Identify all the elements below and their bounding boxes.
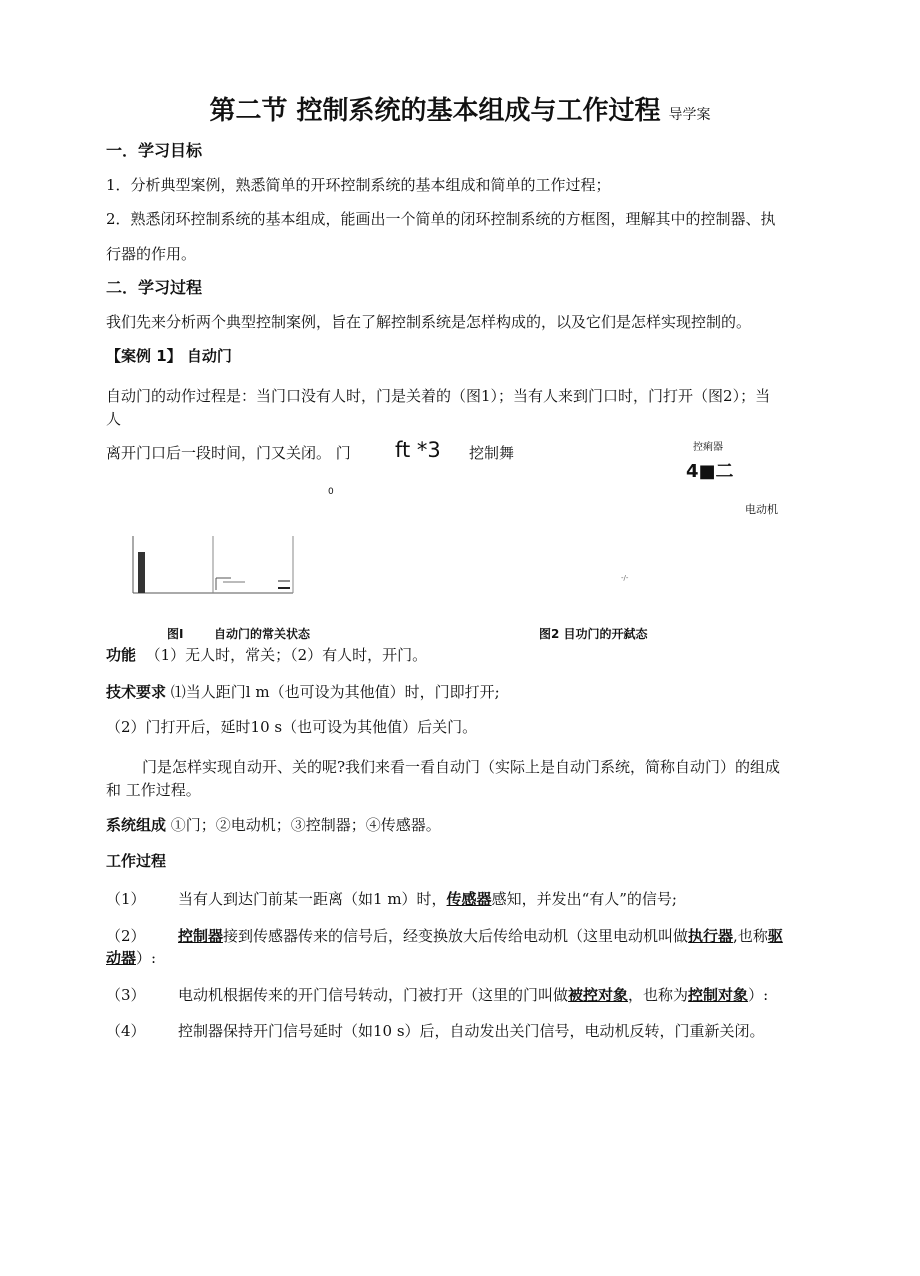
key-term: 执行器 — [688, 927, 734, 945]
key-term: 被控对象 — [568, 986, 629, 1004]
mark-zero: 0 — [328, 487, 334, 497]
question-2: 和 工作过程。 — [106, 781, 201, 799]
text-segment: 电动机根据传来的开门信号转动，门被打开（这里的门叫做 — [178, 986, 569, 1004]
key-term: 动器 — [106, 949, 137, 967]
garbled-text: ft *3 — [395, 438, 441, 462]
tech-line-1: 技术要求 ⑴当人距门l m（也可设为其他值）时，门即打开; — [106, 683, 500, 701]
case1-desc-1: 自动门的动作过程是：当门口没有人时，门是关着的（图1）；当有人来到门口时，门打开（图2）；当 — [106, 387, 771, 405]
goal-2-cont: 行器的作用。 — [106, 245, 197, 263]
fig-small-mark: -/- — [621, 574, 629, 582]
text-segment: 接到传感器传来的信号后，经变换放大后传给电动机（这里电动机叫做 — [223, 927, 689, 945]
tech-line-2: （2）门打开后，延时10 s（也可设为其他值）后关门。 — [106, 718, 478, 736]
question-1: 门是怎样实现自动开、关的呢?我们来看一看自动门（实际上是自动门系统，简称自动门）的组成 — [142, 758, 781, 776]
step-number: （1） — [106, 890, 146, 908]
process-step — [106, 985, 768, 1005]
function-line: 功能 （1）无人时，常关；（2）有人时，开门。 — [106, 646, 428, 664]
section2-intro: 我们先来分析两个典型控制案例，旨在了解控制系统是怎样构成的，以及它们是怎样实现控制的。 — [106, 313, 752, 331]
text-segment: ,也称 — [733, 927, 768, 945]
fig2-caption: 图2 目功门的开弑态 — [539, 627, 648, 641]
process-step-cont — [106, 948, 156, 968]
process-heading: 工作过程 — [106, 852, 167, 870]
text-segment: 感知，并发出“有人”的信号; — [491, 890, 677, 908]
page-title: 第二节 控制系统的基本组成与工作过程 导学案 — [209, 96, 711, 126]
fig1-caption: 自动门的常关状态 — [214, 627, 311, 641]
key-term: 驱 — [767, 927, 783, 945]
goal-2: 2．熟悉闭环控制系统的基本组成，能画出一个简单的闭环控制系统的方框图，理解其中的控制器、执 — [106, 210, 776, 228]
step-number: （3） — [106, 986, 146, 1004]
goal-1: 1．分析典型案例，熟悉简单的开环控制系统的基本组成和简单的工作过程； — [106, 176, 611, 194]
case1-desc-3: 离开门口后一段时间，门又关闭。 门 — [106, 444, 351, 462]
text-segment: 当有人到达门前某一距离（如1 m）时， — [178, 890, 447, 908]
title-suffix: 导学案 — [668, 107, 711, 123]
step-number: （4） — [106, 1022, 146, 1040]
process-step — [106, 889, 677, 909]
case1-desc-2: 人 — [106, 410, 122, 428]
text-segment: ，也称为 — [628, 986, 689, 1004]
fig-controller-label: 控痢器 — [693, 442, 723, 453]
case1-title: 【案例 1】 自动门 — [106, 347, 232, 365]
garbled-label: 挖制舞 — [469, 444, 515, 462]
process-step — [106, 926, 783, 946]
key-term: 控制器 — [178, 927, 224, 945]
section2-heading: 二．学习过程 — [106, 278, 203, 297]
text-segment: ）: — [748, 986, 769, 1004]
section1-heading: 一．学习目标 — [106, 141, 203, 160]
key-term: 控制对象 — [688, 986, 749, 1004]
step-number: （2） — [106, 927, 146, 945]
fig-controller-mark: 4■二 — [686, 461, 734, 482]
text-segment: 控制器保持开门信号延时（如10 s）后，自动发出关门信号，电动机反转，门重新关闭。 — [178, 1022, 765, 1040]
fig-motor-label: 电动机 — [745, 503, 778, 516]
text-segment: ）: — [136, 949, 157, 967]
system-line: 系统组成 ①门；②电动机；③控制器；④传感器。 — [106, 816, 441, 834]
door-figure-1 — [125, 530, 305, 600]
process-step — [106, 1021, 765, 1041]
key-term: 传感器 — [446, 890, 492, 908]
fig1-label: 图I — [167, 627, 184, 641]
